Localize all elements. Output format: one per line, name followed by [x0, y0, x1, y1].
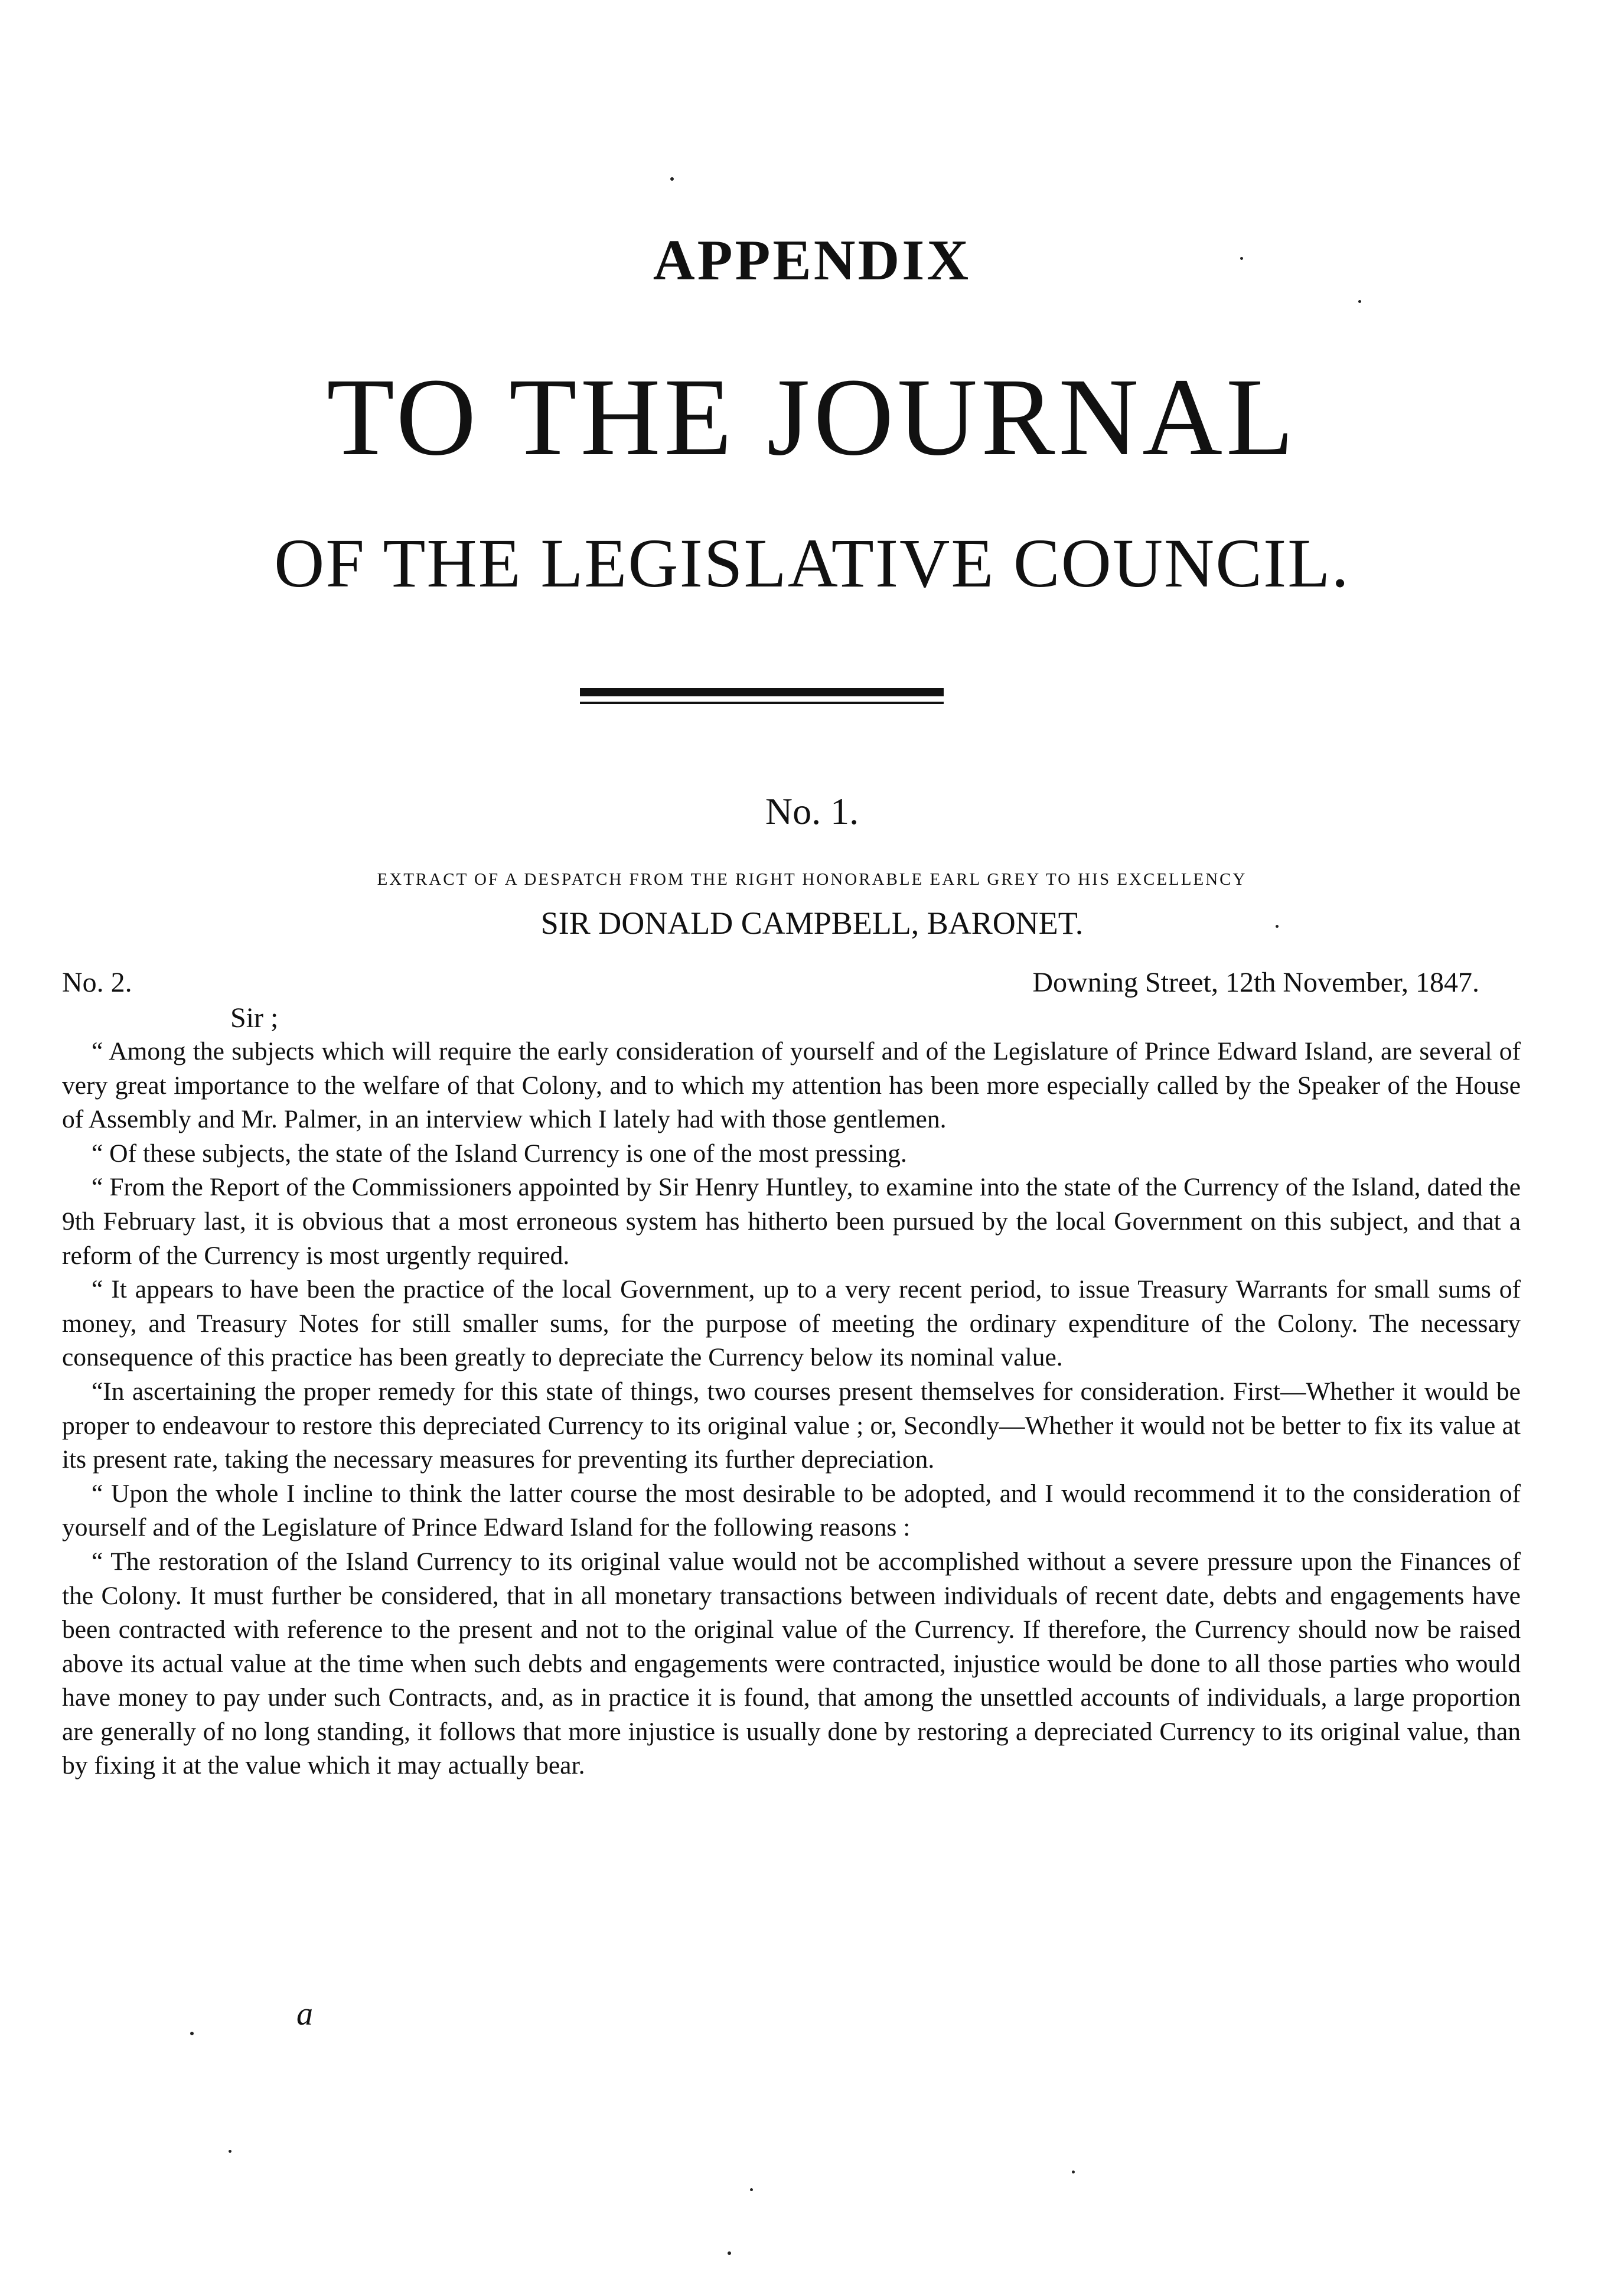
double-rule-thick [580, 688, 944, 696]
paper-speck [229, 2150, 231, 2153]
council-title: OF THE LEGISLATIVE COUNCIL. [274, 524, 1350, 602]
extract-heading: EXTRACT OF A DESPATCH FROM THE RIGHT HONORABLE EARL GREY TO HIS EXCELLENCY [377, 870, 1247, 889]
body-paragraph: “ It appears to have been the practice of the local Government, up to a very recent period, to issue Treasury Warrants for small sums of money, and Treasury Notes for still smaller sums, for the purpose of meeting the ordinary expenditure of the Colony. The necessary consequence of this practice has been greatly to depreciate the Currency below its nominal value. [62, 1275, 1521, 1372]
paper-speck [670, 177, 674, 181]
body-paragraph: “In ascertaining the proper remedy for this state of things, two courses present themselves for consideration. First—Whether it would be proper to endeavour to restore this depreciated Currency to its original value ; or, Secondly—Whether it would not be better to fix its value at its present rate, taking the necessary measures for preventing its further depreciation. [62, 1377, 1521, 1474]
salutation: Sir ; [230, 1002, 279, 1034]
despatch-body [62, 1035, 1521, 1783]
body-paragraph: “ From the Report of the Commissioners appointed by Sir Henry Huntley, to examine into the state of the Currency of the Island, dated the 9th February last, it is obvious that a most erroneous system has hitherto been pursued by the local Government on this subject, and that a reform of the Currency is most urgently required. [62, 1173, 1521, 1270]
body-paragraph: “ Upon the whole I incline to think the latter course the most desirable to be adopted, and I would recommend it to the consideration of yourself and of the Legislature of Prince Edward Island for the following reasons : [62, 1479, 1521, 1542]
paper-speck [750, 2188, 753, 2191]
paper-speck [1358, 300, 1361, 303]
body-paragraph: “ Among the subjects which will require the early consideration of yourself and of the Legislature of Prince Edward Island, are several of very great importance to the welfare of that Colony, and to which my attention has been more especially called by the Speaker of the House of Assembly and Mr. Palmer, in an interview which I lately had with those gentlemen. [62, 1037, 1521, 1134]
paper-speck [190, 2032, 194, 2035]
paper-speck [1072, 2171, 1075, 2173]
appendix-title: APPENDIX [653, 229, 971, 292]
dateline: Downing Street, 12th November, 1847. [1032, 967, 1479, 998]
journal-title: TO THE JOURNAL [327, 355, 1297, 478]
document-number-heading: No. 1. [765, 790, 859, 832]
paper-speck [1276, 925, 1279, 928]
signature-mark: a [296, 1996, 313, 2032]
double-rule-thin [580, 702, 944, 704]
body-paragraph: “ Of these subjects, the state of the Island Currency is one of the most pressing. [92, 1139, 907, 1168]
despatch-number: No. 2. [62, 967, 132, 998]
paper-speck [1240, 257, 1243, 260]
addressee-heading: SIR DONALD CAMPBELL, BARONET. [540, 905, 1084, 941]
body-paragraph: “ The restoration of the Island Currency to its original value would not be accomplished without a severe pressure upon the Finances of the Colony. It must further be considered, that in all monetary transactions between individuals of recent date, debts and engagements have been contracted with reference to the present and not to the original value of the Currency. If therefore, the Currency should now be raised above its actual value at the time when such debts and engagements were contracted, injustice would be done to all those parties who would have money to pay under such Contracts, and, as in practice it is found, that among the unsettled accounts of individuals, a large proportion are generally of no long standing, it follows that more injustice is usually done by restoring a depreciated Currency to its original value, than by fixing it at the value which it may actually bear. [62, 1547, 1521, 1780]
paper-speck [728, 2251, 731, 2255]
